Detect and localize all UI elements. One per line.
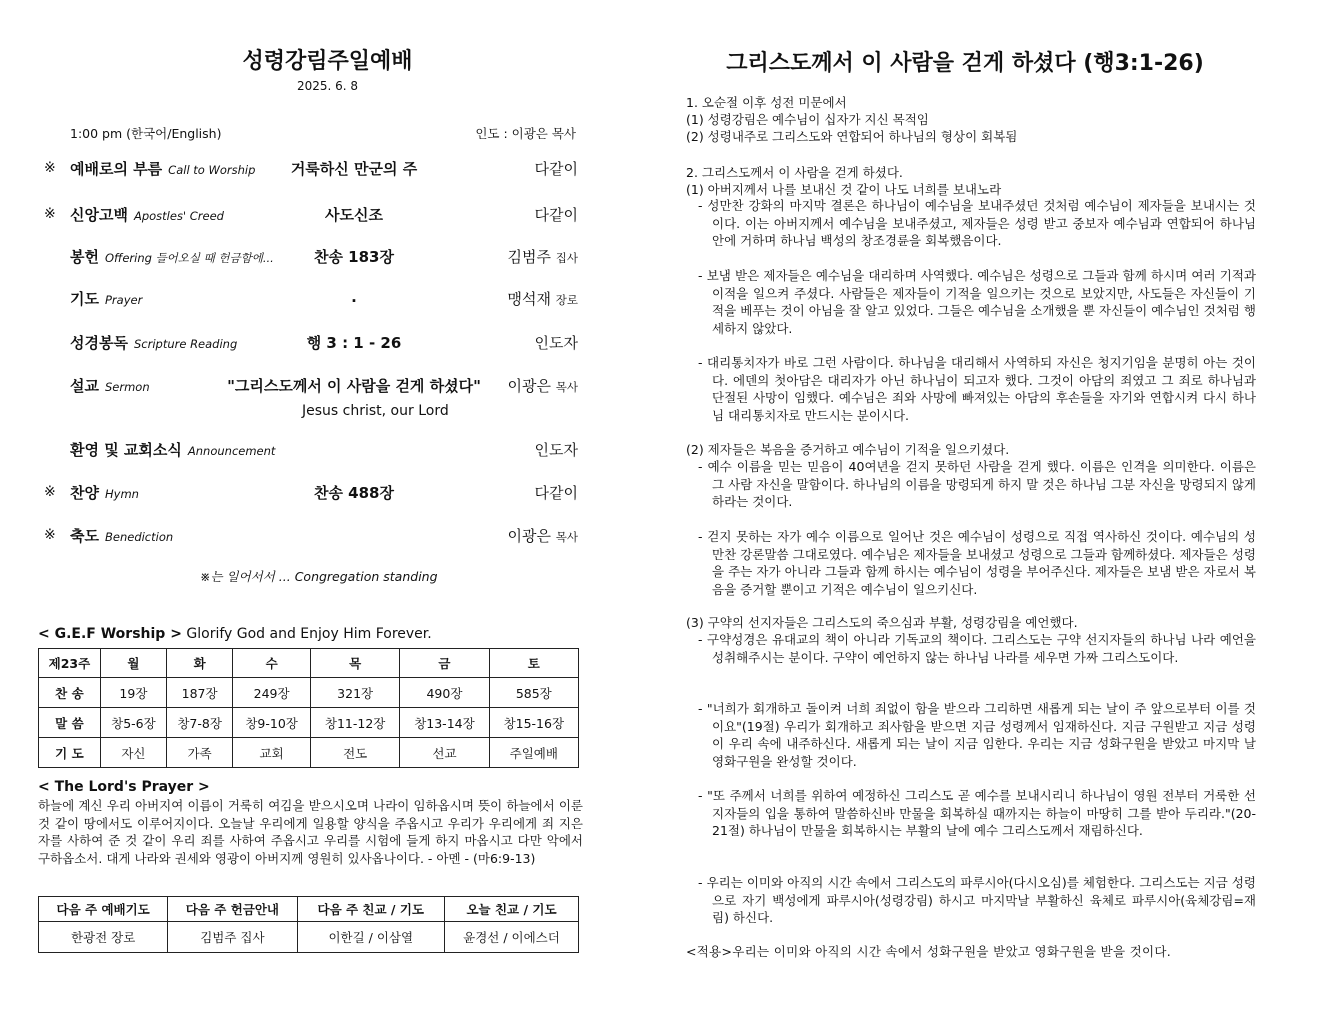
order-item-title: 예배로의 부름 Call to Worship: [70, 160, 256, 178]
next-week-header-row: [39, 897, 579, 922]
order-item-english: Scripture Reading: [133, 337, 238, 351]
schedule-row: [39, 708, 579, 738]
schedule-cell: 가족: [167, 738, 233, 768]
order-item: [44, 439, 584, 465]
order-item-content: 거룩하신 만군의 주: [290, 160, 418, 178]
order-item-english: Benediction: [104, 530, 174, 544]
schedule-cell: 전도: [310, 738, 399, 768]
section2-sub2: (2) 제자들은 복음을 증거하고 예수님이 기적을 일으키셨다.: [686, 442, 1010, 457]
order-item-english: Hymn: [104, 487, 139, 501]
order-item-title: 봉헌 Offering 들어오실 때 헌금함에...: [70, 248, 274, 266]
schedule-cell: 창9-10장: [233, 708, 311, 738]
schedule-cell: 187장: [167, 678, 233, 708]
order-item: [44, 246, 584, 272]
order-item-person: 인도자: [534, 441, 578, 459]
section2-sub1: (1) 아버지께서 나를 보내신 것 같이 나도 너희를 보내노라: [686, 182, 1002, 197]
order-item: [44, 375, 584, 401]
order-item-english: Apostles' Creed: [133, 209, 224, 223]
schedule-header-cell: 월: [100, 649, 166, 678]
schedule-header-cell: 목: [310, 649, 399, 678]
paragraph-9: - 우리는 이미와 아직의 시간 속에서 그리스도의 파루시아(다시오심)를 체험한다. 그리스도는 지금 성령으로 자기 백성에게 파루시아(성령강림) 하시고 마지막날 부활하신 육체로 파루시아(육체강림=재림) 하신다.: [698, 875, 1256, 925]
order-item-content: .: [351, 288, 357, 306]
section1-item-1: (1) 성령강림은 예수님이 십자가 지신 목적임: [686, 112, 929, 127]
next-week-header-cell: 다음 주 친교 / 기도: [297, 897, 444, 922]
schedule-cell: 주일예배: [489, 738, 578, 768]
schedule-cell: 249장: [233, 678, 311, 708]
paragraph-7: - "너희가 회개하고 돌이켜 너희 죄없이 함을 받으라 그리하면 새롭게 되는 날이 주 앞으로부터 이를 것이요"(19절) 우리가 회개하고 죄사함을 받으면 지금 성령께서 임재하신다. 지금 구원받고 지금 성령이 우리 속에 내주하신다. 새롭게 되는 날이 지금 임한다. 우리는 지금 성화구원을 받았고 마지막 날 영화구원을 완성할 것이다.: [698, 701, 1256, 769]
schedule-cell: 490장: [400, 678, 489, 708]
schedule-header-row: [39, 649, 579, 678]
order-item-english: Announcement: [187, 444, 276, 458]
schedule-header-cell: 토: [489, 649, 578, 678]
gef-heading-line: [38, 626, 432, 642]
schedule-cell: 321장: [310, 678, 399, 708]
paragraph-6: - 구약성경은 유대교의 책이 아니라 기독교의 책이다. 그리스도는 구약 선지자들의 하나님 나라 예언을 성취해주시는 분이다. 구약이 예언하지 않는 하나님 나라를 세우면 가짜 그리스도이다.: [698, 632, 1256, 665]
sermon-subtitle: Jesus christ, our Lord: [302, 403, 449, 419]
section2-heading: 2. 그리스도께서 이 사람을 걷게 하셨다.: [686, 165, 903, 180]
next-week-value-cell: 이한길 / 이삼열: [297, 922, 444, 953]
order-item-title: 기도 Prayer: [70, 290, 143, 308]
paragraph-2: - 보냄 받은 제자들은 예수님을 대리하며 사역했다. 예수님은 성령으로 그들과 함께 하시며 여러 기적과 이적을 일으켜 주셨다. 사람들은 제자들이 기적을 일으키는 것으로 보았지만, 사도들은 자신들이 기적을 베푸는 것이 아님을 잘 알고 있었다. 그들은 예수님을 소개했을 뿐 자신들이 예수님인 것처럼 행세하지 않았다.: [698, 268, 1256, 336]
order-item-person: 인도자: [534, 334, 578, 352]
section2-sub3: (3) 구약의 선지자들은 그리스도의 죽으심과 부활, 성령강림을 예언했다.: [686, 615, 1078, 630]
order-item-title: 성경봉독 Scripture Reading: [70, 334, 238, 352]
next-week-header-cell: 오늘 친교 / 기도: [444, 897, 578, 922]
standing-mark: ※: [44, 527, 56, 543]
section1-item-2: (2) 성령내주로 그리스도와 연합되어 하나님의 형상이 회복됨: [686, 129, 1018, 144]
next-week-header-cell: 다음 주 헌금안내: [168, 897, 297, 922]
order-item: [44, 332, 584, 358]
order-item-person: 김범주 집사: [507, 248, 578, 266]
next-week-table: [38, 896, 579, 953]
next-week-value-cell: 한광전 장로: [39, 922, 168, 953]
order-item-title: 환영 및 교회소식 Announcement: [70, 441, 276, 459]
standing-mark: ※: [44, 484, 56, 500]
service-leader: 인도 : 이광은 목사: [475, 126, 576, 141]
service-time: 1:00 pm (한국어/English): [70, 126, 222, 141]
next-week-value-cell: 윤경선 / 이에스더: [444, 922, 578, 953]
schedule-cell: 자신: [100, 738, 166, 768]
schedule-header-cell: 제23주: [39, 649, 101, 678]
schedule-cell: 기 도: [39, 738, 101, 768]
order-item: [44, 204, 584, 230]
lords-prayer-text: 하늘에 계신 우리 아버지여 이름이 거룩히 여김을 받으시오며 나라이 임하옵시며 뜻이 하늘에서 이룬 것 같이 땅에서도 이루어지이다. 오늘날 우리에게 일용할 양식을 주옵시고 우리가 우리에게 죄 지은 자를 사하여 준 것 같이 우리 죄를 사하여 주옵시고 우리를 시험에 들게 하지 마옵시고 다만 악에서 구하옵소서. 대게 나라와 권세와 영광이 아버지께 영원히 있사옵나이다. - 아멘 - (마6:9-13): [38, 798, 583, 866]
bulletin-title: 성령강림주일예배: [242, 49, 413, 74]
schedule-cell: 585장: [489, 678, 578, 708]
gef-heading: < G.E.F Worship >: [38, 626, 182, 642]
order-item-content: "그리스도께서 이 사람을 걷게 하셨다": [227, 377, 481, 395]
sermon-title: 그리스도께서 이 사람을 걷게 하셨다 (행3:1-26): [726, 51, 1204, 76]
order-item-english: Prayer: [104, 293, 143, 307]
order-item: [44, 158, 584, 184]
standing-note: ※는 일어서서 ... Congregation standing: [200, 569, 438, 584]
order-item-person: 다같이: [534, 484, 578, 502]
schedule-cell: 창5-6장: [100, 708, 166, 738]
schedule-header-cell: 수: [233, 649, 311, 678]
schedule-row: [39, 678, 579, 708]
schedule-cell: 교회: [233, 738, 311, 768]
order-item-title: 축도 Benediction: [70, 527, 174, 545]
order-item-title: 찬양 Hymn: [70, 484, 139, 502]
standing-mark: ※: [44, 206, 56, 222]
next-week-header-cell: 다음 주 예배기도: [39, 897, 168, 922]
schedule-cell: 19장: [100, 678, 166, 708]
order-item-title: 신앙고백 Apostles' Creed: [70, 206, 224, 224]
schedule-cell: 창7-8장: [167, 708, 233, 738]
paragraph-4: - 예수 이름을 믿는 믿음이 40여년을 걷지 못하던 사람을 걷게 했다. 이름은 인격을 의미한다. 이름은 그 사람 자신을 말함이다. 하나님의 이름을 망령되게 하지 말 것은 하나님 그분 자신을 망령되지 않게 하라는 것이다.: [698, 459, 1256, 509]
weekly-schedule-table: [38, 648, 579, 768]
schedule-row: [39, 738, 579, 768]
order-item: [44, 482, 584, 508]
order-item-person: 이광은 목사: [507, 377, 578, 395]
paragraph-1: - 성만찬 강화의 마지막 결론은 하나님이 예수님을 보내주셨던 것처럼 예수님이 제자들을 보내시는 것이다. 이는 아버지께서 예수님을 보내주셨고, 제자들은 성령 받고 중보자 예수님과 연합되어 하나님 안에 거하며 하나님 백성의 창조경륜을 회복했음이다.: [698, 198, 1256, 248]
paragraph-5: - 걷지 못하는 자가 예수 이름으로 일어난 것은 예수님이 성령으로 직접 역사하신 것이다. 예수님의 성만찬 강론말씀 그대로였다. 예수님은 제자들을 보내셨고 성령으로 그들과 함께하셨다. 제자들은 성령을 주는 자가 아니라 그들과 함께 하시는 예수님이 성령을 부어주신다. 제자들은 보냄 받은 자로서 복음을 증거할 뿐이고 기적은 예수님이 일으키신다.: [698, 529, 1256, 597]
gef-subtitle: Glorify God and Enjoy Him Forever.: [186, 626, 432, 642]
order-item-english: Call to Worship: [168, 163, 256, 177]
order-item-english: Sermon: [104, 380, 150, 394]
paragraph-8: - "또 주께서 너희를 위하여 예정하신 그리스도 곧 예수를 보내시리니 하나님이 영원 전부터 거룩한 선지자들의 입을 통하여 말씀하신바 만물을 회복하실 때까지는 하늘이 마땅히 그를 받아 두리라."(20-21절) 하나님이 만물을 회복하시는 부활의 날에 예수 그리스도께서 재림하신다.: [698, 788, 1256, 838]
schedule-cell: 찬 송: [39, 678, 101, 708]
schedule-cell: 말 씀: [39, 708, 101, 738]
order-item-content: 찬송 488장: [313, 484, 394, 502]
order-item-title: 설교 Sermon: [70, 377, 150, 395]
order-item-person: 맹석재 장로: [507, 290, 578, 308]
application-line: <적용>우리는 이미와 아직의 시간 속에서 성화구원을 받았고 영화구원을 받을 것이다.: [686, 944, 1172, 959]
schedule-header-cell: 화: [167, 649, 233, 678]
prayer-heading: < The Lord's Prayer >: [38, 779, 210, 795]
schedule-cell: 창13-14장: [400, 708, 489, 738]
schedule-cell: 창15-16장: [489, 708, 578, 738]
order-item-person: 이광은 목사: [507, 527, 578, 545]
bulletin-date: 2025. 6. 8: [296, 79, 359, 93]
schedule-cell: 선교: [400, 738, 489, 768]
order-item-person: 다같이: [534, 160, 578, 178]
schedule-header-cell: 금: [400, 649, 489, 678]
next-week-value-row: [39, 922, 579, 953]
paragraph-3: - 대리통치자가 바로 그런 사람이다. 하나님을 대리해서 사역하되 자신은 청지기임을 분명히 아는 것이다. 에덴의 첫아담은 대리자가 아닌 하나님이 되고자 했다. 그것이 아담의 죄였고 그 죄로 하나님과 단절된 사망이 임했다. 예수님은 죄와 사망에 빠져있는 아담의 후손들을 자기와 연합시켜 다시 하나님 대리통치자로 만드시는 분이시다.: [698, 355, 1256, 423]
standing-mark: ※: [44, 160, 56, 176]
order-item-english: Offering 들어오실 때 헌금함에...: [104, 251, 274, 265]
order-item-content: 사도신조: [325, 206, 383, 224]
section1-heading: 1. 오순절 이후 성전 미문에서: [686, 95, 847, 110]
order-item-content: 행 3 : 1 - 26: [306, 334, 402, 352]
schedule-cell: 창11-12장: [310, 708, 399, 738]
order-item-person: 다같이: [534, 206, 578, 224]
order-item: [44, 288, 584, 314]
order-item: [44, 525, 584, 551]
order-item-content: 찬송 183장: [313, 248, 394, 266]
next-week-value-cell: 김범주 집사: [168, 922, 297, 953]
